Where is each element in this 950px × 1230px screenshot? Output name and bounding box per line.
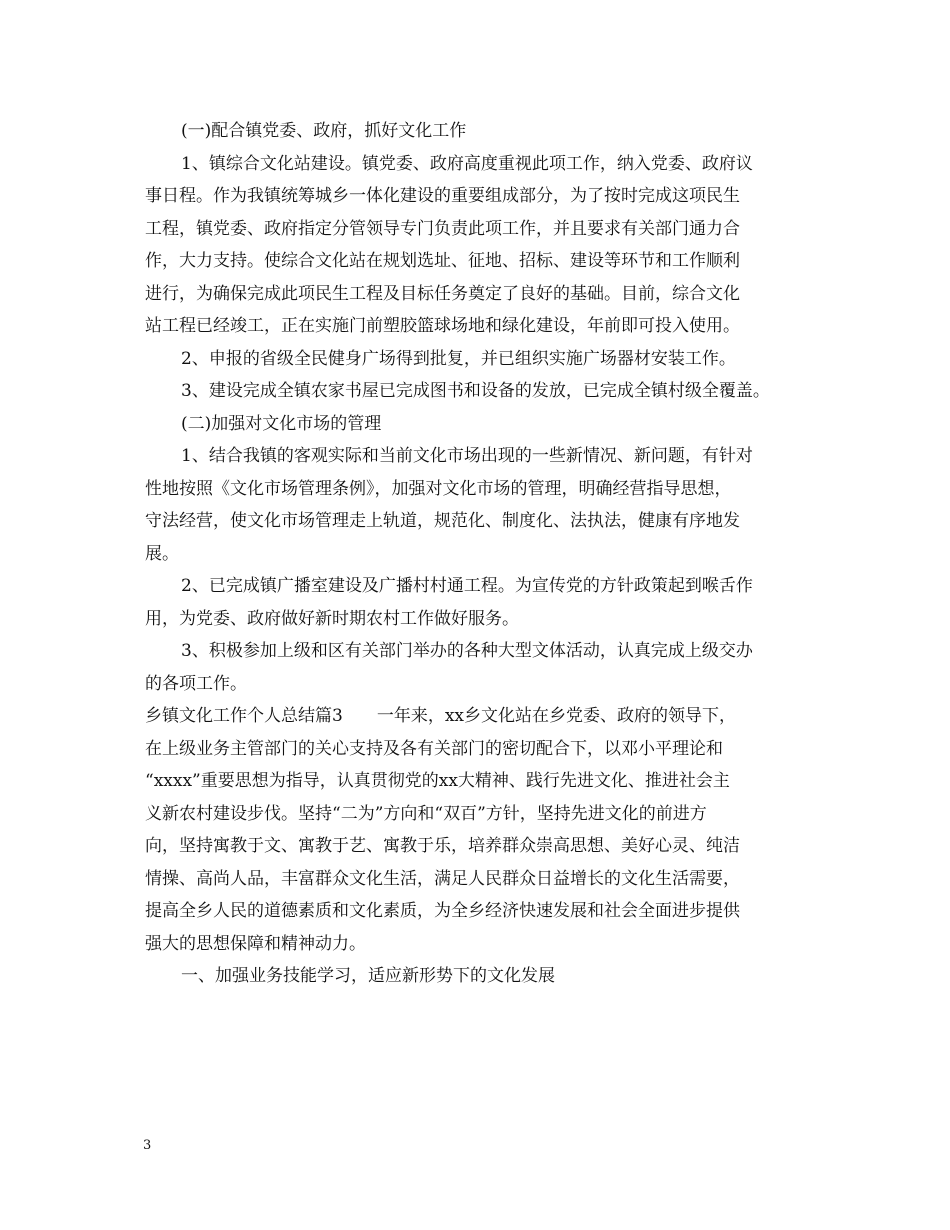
page-number: 3 — [143, 1138, 152, 1153]
text-line: “xxxx”重要思想为指导，认真贯彻党的xx大精神、践行先进文化、推进社会主 — [145, 771, 730, 791]
text-line: 1、镇综合文化站建设。镇党委、政府高度重视此项工作，纳入党委、政府议 — [181, 153, 753, 174]
text-line: 展。 — [145, 543, 179, 564]
text-line: 的各项工作。 — [145, 673, 247, 694]
text-line: 在上级业务主管部门的关心支持及各有关部门的密切配合下，以邓小平理论和 — [145, 738, 723, 759]
text-line: 义新农村建设步伐。坚持“二为”方向和“双百”方针，坚持先进文化的前进方 — [145, 803, 707, 824]
text-line: 守法经营，使文化市场管理走上轨道，规范化、制度化、法执法，健康有序地发 — [145, 511, 740, 531]
text-line: 3、建设完成全镇农家书屋已完成图书和设备的发放，已完成全镇村级全覆盖。 — [181, 381, 770, 401]
text-line: 1、结合我镇的客观实际和当前文化市场出现的一些新情况、新问题，有针对 — [181, 446, 753, 466]
text-line: 性地按照《文化市场管理条例》，加强对文化市场的管理，明确经营指导思想， — [145, 478, 732, 499]
document-body — [145, 115, 825, 993]
text-line: 站工程已经竣工，正在实施门前塑胶篮球场地和绿化建设，年前即可投入使用。 — [145, 316, 740, 336]
text-line: 3、积极参加上级和区有关部门举办的各种大型文体活动，认真完成上级交办 — [181, 641, 753, 661]
text-line: 工程，镇党委、政府指定分管领导专门负责此项工作，并且要求有关部门通力合 — [145, 218, 740, 239]
text-line: 作，大力支持。使综合文化站在规划选址、征地、招标、建设等环节和工作顺利 — [145, 251, 740, 271]
text-line: 情操、高尚人品，丰富群众文化生活，满足人民群众日益增长的文化生活需要， — [145, 868, 740, 889]
text-line: 进行，为确保完成此项民生工程及目标任务奠定了良好的基础。目前，综合文化 — [145, 283, 740, 304]
text-line: 乡镇文化工作个人总结篇3 一年来，xx乡文化站在乡党委、政府的领导下， — [145, 706, 736, 726]
text-line: 事日程。作为我镇统筹城乡一体化建设的重要组成部分，为了按时完成这项民生 — [145, 186, 740, 206]
text-line: (二)加强对文化市场的管理 — [181, 413, 382, 434]
text-line: 提高全乡人民的道德素质和文化素质，为全乡经济快速发展和社会全面进步提供 — [145, 901, 740, 921]
text-line: 向，坚持寓教于文、寓教于艺、寓教于乐，培养群众崇高思想、美好心灵、纯洁 — [145, 836, 740, 856]
text-line: 用，为党委、政府做好新时期农村工作做好服务。 — [145, 608, 519, 629]
text-line: 2、已完成镇广播室建设及广播村村通工程。为宣传党的方针政策起到喉舌作 — [181, 576, 753, 596]
text-line: 2、申报的省级全民健身广场得到批复，并已组织实施广场器材安装工作。 — [181, 348, 736, 369]
text-line: 强大的思想保障和精神动力。 — [145, 933, 366, 954]
text-line: (一)配合镇党委、政府，抓好文化工作 — [181, 121, 467, 141]
text-line: 一、加强业务技能学习，适应新形势下的文化发展 — [181, 966, 555, 986]
